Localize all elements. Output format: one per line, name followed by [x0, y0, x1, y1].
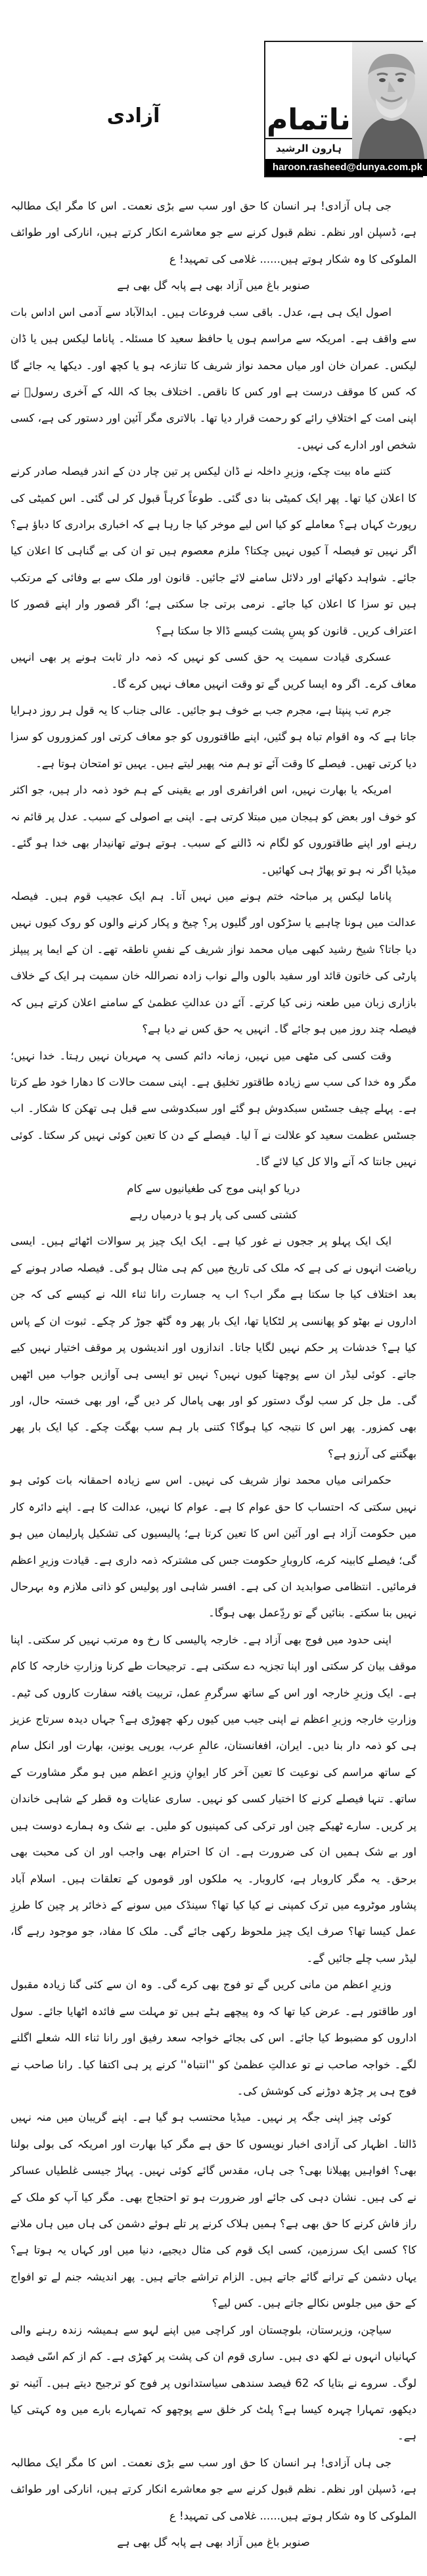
verse-line: صنوبر باغ میں آزاد بھی ہے پابہ گل بھی ہے: [117, 279, 310, 292]
header-row: [0, 0, 427, 177]
article-paragraph: کوئی چیز اپنی جگہ پر نہیں۔ میڈیا محتسب ہو گیا ہے۔ اپنے گریبان میں منہ نہیں ڈالتا۔ اظہار کی آزادی اخبار نویسوں کا حق ہے مگر کیا بھارت اور امریکہ کی بولی بولنا بھی؟ افواہیں پھیلانا بھی؟ جی ہاں، مقدس گائے کوئی نہیں۔ پہاڑ جیسی غلطیاں عساکر نے کی ہیں۔ نشان دہی کی جائے اور ضرورت ہو تو احتجاج بھی۔ مگر کیا آپ کو ملک کے راز فاش کرنے کا حق بھی ہے؟ ہمیں ہلاک کرنے پر تلے ہوئے دشمن کی ہاں میں ہاں ملانے کا؟ کسی ایک سرزمین، کسی ایک قوم کی مثال دیجیے، دنیا میں اور کہاں یہ ہوتا ہے؟ یہاں دشمن کے ترانے گائے جاتے ہیں۔ الزام تراشے جاتے ہیں۔ پھر اندیشہ جنم لے تو افواج کے حق میں جلوس نکالے جاتے ہیں۔ کس لیے؟: [11, 2111, 416, 2310]
column-title: ناتمام: [267, 102, 351, 137]
article-paragraph: سیاچن، وزیرستان، بلوچستان اور کراچی میں اپنے لہو سے ہمیشہ زندہ رہنے والی کہانیاں انہوں نے لکھ دی ہیں۔ ساری قوم ان کی پشت پر کھڑی ہے۔ کم از کم اسّی فیصد لوگ۔ سروے نے بتایا کہ 62 فیصد سندھی سیاستدانوں پر فوج کو ترجیح دیتے ہیں۔ آئینہ تو دیکھو، تمہارا چہرہ کیسا ہے؟ پلٹ کر خلق سے پوچھو کہ تمہارے بارے میں وہ کہتی کیا ہے۔: [11, 2323, 416, 2443]
article-paragraph: جرم تب پنپتا ہے، مجرم جب بے خوف ہو جائیں۔ عالی جناب کا یہ قول ہر روز دہرایا جاتا ہے کہ وہ اقوام تباہ ہو گئیں، اپنے طاقتوروں کو جو معاف کرتی اور کمزوروں کو سزا دیا کرتی تھیں۔ فیصلے کا وقت آئے تو ہم منہ پھیر لیتے ہیں۔ یہیں تو امتحان ہوتا ہے۔: [11, 704, 416, 770]
article-paragraph: حکمرانی میاں محمد نواز شریف کی نہیں۔ اس سے زیادہ احمقانہ بات کوئی ہو نہیں سکتی کہ احتساب کا حق عوام کا ہے۔ عوام کا نہیں، عدالت کا ہے۔ اپنے دائرہ کار میں حکومت آزاد ہے اور آئین اس کا تعین کرتا ہے؛ پالیسیوں کی تشکیل پارلیمان میں ہو گی؛ فیصلے کابینہ کرے، کاروبارِ حکومت جس کی مشترکہ ذمہ داری ہے۔ قیادت وزیرِ اعظم فرمائیں۔ انتظامی صوابدید ان کی ہے۔ افسر شاہی اور پولیس کو ذاتی ملازم وہ بہرحال نہیں بنا سکتے۔ بنائیں گے تو ردِّعمل بھی ہوگا۔: [11, 1474, 416, 1620]
verse-line: کشتی کسی کی پار ہو یا درمیاں رہے: [129, 1209, 298, 1222]
author-name: ہارون الرشید: [265, 138, 352, 159]
article-paragraph: اپنی حدود میں فوج بھی آزاد ہے۔ خارجہ پالیسی کا رخ وہ مرتب نہیں کر سکتی۔ اپنا موقف بیان کر سکتی اور اپنا تجزیہ دے سکتی ہے۔ ترجیحات طے کرنا وزارتِ خارجہ کا کام ہے۔ ایک وزیرِ خارجہ اور اس کے ساتھ سرگرمِ عمل، تربیت یافتہ سفارت کاروں کی ٹیم۔ وزارتِ خارجہ وزیرِ اعظم نے اپنی جیب میں کیوں رکھ چھوڑی ہے؟ جہاں دیدہ سرتاج عزیز ہی کو ذمہ دار بنا دیں۔ ایران، افغانستان، عالمِ عرب، یورپی یونین، بھارت اور انکل سام کے ساتھ مراسم کی نوعیت کا تعین آخر کار ایوانِ وزیرِ اعظم میں ہو مگر مشاورت کے ساتھ۔ تنہا فیصلے کرنے کا اختیار کسی کو نہیں۔ ساری عنایات وہ قطر کے شاہی خاندان پر کریں۔ سارے ٹھیکے چین اور ترکی کی کمپنیوں کو ملیں۔ بے شک وہ ہمارے دوست ہیں اور بے شک ہمیں ان کی ضرورت ہے۔ ان کا احترام بھی واجب اور ان کی محبت بھی برحق۔ یہ مگر کاروبار ہے، کاروبار۔ یہ ملکوں اور قوموں کے تعلقات ہیں۔ اسلام آباد پشاور موٹروے میں ترک کمپنی نے کیا کیا تھا؟ سینڈک میں سونے کے ذخائر پر چین کا طرزِ عمل کیسا تھا؟ صرف ایک چیز ملحوظ رکھی جائے گی۔ ملک کا مفاد، جو موجود رہے گا، لیڈر سب چلے جائیں گے۔: [11, 1633, 416, 1965]
verse-line: دریا کو اپنی موج کی طغیانیوں سے کام: [127, 1182, 300, 1195]
author-photo: [352, 42, 427, 159]
author-email: haroon.rasheed@dunya.com.pk: [265, 159, 427, 176]
article-paragraph: ایک ایک پہلو پر ججوں نے غور کیا ہے۔ ایک ایک چیز پر سوالات اٹھائے ہیں۔ ایسی ریاضت انہوں نے کی ہے کہ ملک کی تاریخ میں کم ہی مثال ہو گی۔ فیصلہ صادر ہونے کے بعد اختلاف کیا جا سکتا ہے مگر اب؟ اب یہ جسارت رانا ثناء اللہ نے کیسے کی کہ جن اداروں نے بھٹو کو پھانسی پر لٹکایا تھا، ایک بار پھر وہ گٹھ جوڑ کر چکے۔ ثبوت ان کے پاس کیا ہے؟ خدشات پر حکم نہیں لگایا جاتا۔ اندازوں اور اندیشوں پر موقف اختیار نہیں کیے جاتے۔ کوئی لیڈر ان سے پوچھتا کیوں نہیں؟ نہیں تو ایسی ہی آوازیں جواب میں اٹھیں گی۔ مل جل کر سب لوگ دستور کو اور بھی پامال کر دیں گے، اور بھی خستہ حال، اور بھی کمزور۔ پھر اس کا نتیجہ کیا ہوگا؟ کتنی بار ہم سب بھگت چکے۔ کیا ایک بار پھر بھگتنے کی آرزو ہے؟: [11, 1235, 416, 1460]
article-paragraph: پاناما لیکس پر مباحثہ ختم ہونے میں نہیں آتا۔ ہم ایک عجیب قوم ہیں۔ فیصلہ عدالت میں ہونا چاہیے یا سڑکوں اور گلیوں پر؟ چیخ و پکار کرنے والوں کو روک کیوں نہیں دیا جاتا؟ شیخ رشید کبھی میاں محمد نواز شریف کے نفسِ ناطقہ تھے۔ ان کے ایما پر پیپلز پارٹی کی خاتون قائد اور سفید بالوں والے نواب زادہ نصراللہ خان سمیت ہر ایک کے خلاف بازاری زبان میں طعنہ زنی کیا کرتے۔ آئے دن عدالتِ عظمیٰ کے سامنے اعلان کرتے ہیں کہ فیصلہ چند روز میں ہو جائے گا۔ انہیں یہ حق کس نے دیا ہے؟: [11, 889, 416, 1036]
page-title: آزادی: [106, 104, 160, 127]
article-paragraph: کتنے ماہ بیت چکے، وزیرِ داخلہ نے ڈان لیکس پر تین چار دن کے اندر فیصلہ صادر کرنے کا اعلان کیا تھا۔ پھر ایک کمیٹی بنا دی گئی۔ طوعاً کرہاً قبول کر لی گئی۔ اس کمیٹی کی رپورٹ کہاں ہے؟ معاملے کو کیا اس لیے موخر کیا جا رہا ہے کہ اخباری برادری کا دباؤ ہے؟ اگر نہیں تو فیصلہ آ کیوں نہیں چکتا؟ ملزم معصوم ہیں تو ان کی بے گناہی کا اعلان کیا جائے۔ شواہد دکھائے اور دلائل سامنے لائے جائیں۔ قانون اور ملک سے بے وفائی کے مرتکب ہیں تو سزا کا اعلان کیا جائے۔ نرمی برتی جا سکتی ہے؛ اگر قصور وار اپنے قصور کا اعتراف کریں۔ قانون کو پسِ پشت کیسے ڈالا جا سکتا ہے؟: [11, 465, 416, 637]
article-paragraph: اصول ایک ہی ہے، عدل۔ باقی سب فروعات ہیں۔ ابدالآباد سے آدمی اس اداس بات سے واقف ہے۔ امریکہ سے مراسم ہوں یا حافظ سعید کا مسئلہ۔ پاناما لیکس ہیں یا ڈان لیکس۔ عمران خان اور میاں محمد نواز شریف کا تنازعہ ہو یا کچھ اور۔ دیکھا یہ جائے گا کہ کس کا موقف درست ہے اور کس کا ناقص۔ اختلاف بجا کہ اللہ کے آخری رسولؐ نے اپنی امت کے اختلافِ رائے کو رحمت قرار دیا تھا۔ بالاتری مگر آئین اور دستور کی ہے، کسی شخص اور ادارے کی نہیں۔: [11, 305, 416, 451]
article-paragraph: عسکری قیادت سمیت یہ حق کسی کو نہیں کہ ذمہ دار ثابت ہونے پر بھی انہیں معاف کرے۔ اگر وہ ایسا کریں گے تو وقت انہیں معاف نہیں کرے گا۔: [11, 651, 416, 690]
title-area: [3, 41, 264, 139]
masthead-left: [265, 42, 352, 159]
article-paragraph: جی ہاں آزادی! ہر انسان کا حق اور سب سے بڑی نعمت۔ اس کا مگر ایک مطالبہ ہے، ڈسپلن اور نظم۔ نظم قبول کرنے سے جو معاشرے انکار کرتے ہیں، انارکی اور طوائف الملوکی کا وہ شکار ہوتے ہیں...... غلامی کی تمہید! ع: [11, 2456, 416, 2522]
article-paragraph: وقت کسی کی مٹھی میں نہیں، زمانہ دائم کسی پہ مہربان نہیں رہتا۔ خدا نہیں؛ مگر وہ خدا کی سب سے زیادہ طاقتور تخلیق ہے۔ اپنی سمت حالات کا دھارا خود طے کرتا ہے۔ پہلے چیف جسٹس سبکدوش ہو گئے اور سبکدوشی سے قبل ہی تھکن کا شکار۔ اب جسٹس عظمت سعید کو علالت نے آ لیا۔ فیصلے کے دن کا تعین کوئی نہیں کر سکتا۔ کوئی نہیں جانتا کہ آنے والا کل کیا لائے گا۔: [11, 1049, 416, 1168]
article-body: [0, 177, 427, 2576]
article-paragraph: جی ہاں آزادی! ہر انسان کا حق اور سب سے بڑی نعمت۔ اس کا مگر ایک مطالبہ ہے، ڈسپلن اور نظم۔ نظم قبول کرنے سے جو معاشرے انکار کرتے ہیں، انارکی اور طوائف الملوکی کا وہ شکار ہوتے ہیں...... غلامی کی تمہید! ع: [11, 200, 416, 265]
article-paragraph: امریکہ یا بھارت نہیں، اس افراتفری اور بے یقینی کے ہم خود ذمہ دار ہیں، جو اکثر کو خوف اور بعض کو ہیجان میں مبتلا کرتی ہے۔ اپنی بے اصولی کے سبب۔ عدل پر قائم نہ رہنے اور اپنے طاقتوروں کو لگام نہ ڈالنے کے سبب۔ ہوتے ہوتے تھانیدار بھی خدا ہو گئے۔ میڈیا اگر نہ ہو تو پھاڑ ہی کھائیں۔: [11, 784, 416, 876]
masthead-box: [264, 41, 423, 177]
article-paragraph: وزیرِ اعظم من مانی کریں گے تو فوج بھی کرے گی۔ وہ ان سے کئی گنا زیادہ مقبول اور طاقتور ہے۔ عرض کیا تھا کہ وہ پیچھے ہٹے ہیں تو مہلت سے فائدہ اٹھایا جائے۔ سول اداروں کو مضبوط کیا جائے۔ اس کی بجائے خواجہ سعد رفیق اور رانا ثناء اللہ شعلے اگلنے لگے۔ خواجہ صاحب نے تو عدالتِ عظمیٰ کو ''انتباہ'' کرنے پر ہی اکتفا کیا۔ رانا صاحب نے فوج ہی پر چڑھ دوڑنے کی کوشش کی۔: [11, 1978, 416, 2097]
verse-line: صنوبر باغ میں آزاد بھی ہے پابہ گل بھی ہے: [117, 2536, 310, 2549]
